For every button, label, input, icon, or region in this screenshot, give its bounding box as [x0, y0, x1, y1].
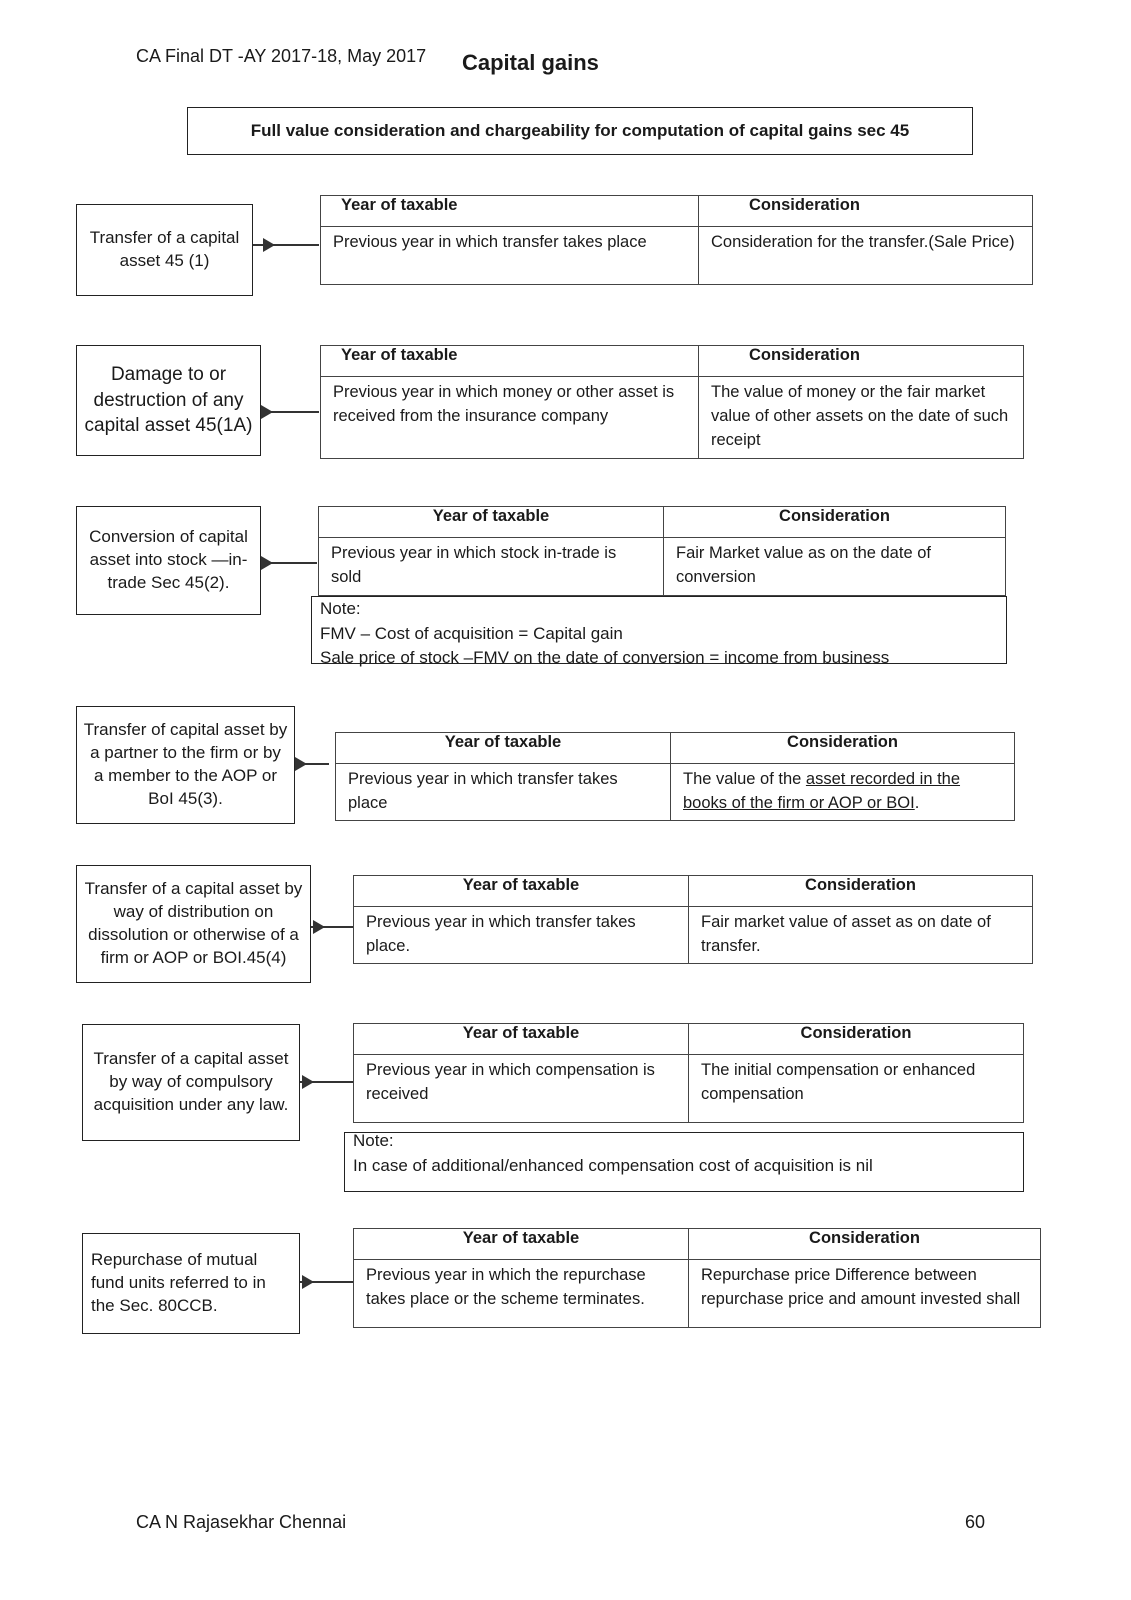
section-4-label: Transfer of capital asset by a partner to the firm or by a member to the AOP or BoI 45(3). — [83, 720, 288, 808]
note-title: Note: — [353, 1131, 394, 1150]
header-year: Year of taxable — [354, 876, 689, 907]
note-line: Sale price of stock –FMV on the date of conversion = income from business — [320, 648, 890, 668]
header-year: Year of taxable — [336, 733, 671, 764]
section-4-table — [335, 732, 1015, 821]
section-3-note — [311, 596, 1007, 668]
note-line: FMV – Cost of acquisition = Capital gain — [320, 623, 623, 643]
arrow-connector-2 — [261, 411, 319, 413]
year-cell: Previous year in which stock in-trade is sold — [319, 538, 664, 596]
header-consideration: Consideration — [689, 1024, 1024, 1055]
footer-author: CA N Rajasekhar Chennai — [136, 1512, 347, 1532]
section-2-label-box — [76, 345, 261, 456]
section-3-label-box — [76, 506, 261, 615]
section-7-label: Repurchase of mutual fund units referred to in the Sec. 80CCB. — [91, 1250, 266, 1315]
consideration-cell: The initial compensation or enhanced compensation — [689, 1055, 1024, 1123]
year-cell: Previous year in which the repurchase takes place or the scheme terminates. — [354, 1260, 689, 1328]
section-1-label: Transfer of a capital asset 45 (1) — [89, 228, 240, 270]
header-year: Year of taxable — [354, 1229, 689, 1260]
arrow-connector-3 — [261, 562, 317, 564]
consideration-cell: The value of money or the fair market value of other assets on the date of such receipt — [699, 377, 1024, 459]
arrow-right-icon — [261, 405, 273, 419]
header-consideration: Consideration — [689, 876, 1033, 907]
arrow-right-icon — [313, 920, 325, 934]
section-banner — [187, 107, 973, 155]
arrow-connector-4 — [295, 763, 329, 765]
consideration-cell: Consideration for the transfer.(Sale Price) — [699, 227, 1033, 285]
arrow-connector-6 — [300, 1081, 353, 1083]
section-1-table — [320, 195, 1033, 285]
section-3-label: Conversion of capital asset into stock —in-trade Sec 45(2). — [89, 527, 248, 592]
note-line: In case of additional/enhanced compensation cost of acquisition is nil — [353, 1155, 873, 1175]
header-consideration: Consideration — [699, 346, 1024, 377]
page-title: Capital gains — [462, 50, 599, 75]
section-6-table — [353, 1023, 1024, 1123]
consideration-cell: Fair market value of asset as on date of transfer. — [689, 907, 1033, 964]
consideration-cell: Fair Market value as on the date of conversion — [664, 538, 1006, 596]
arrow-connector-5 — [311, 926, 353, 928]
section-6-label: Transfer of a capital asset by way of compulsory acquisition under any law. — [93, 1049, 289, 1114]
section-1-label-box — [76, 204, 253, 296]
section-7-table — [353, 1228, 1041, 1328]
consideration-prefix: The value of the — [683, 770, 806, 788]
note-title: Note: — [320, 599, 361, 618]
arrow-right-icon — [263, 238, 275, 252]
arrow-right-icon — [261, 556, 273, 570]
section-6-note — [344, 1132, 1024, 1192]
header-year: Year of taxable — [354, 1024, 689, 1055]
year-cell: Previous year in which transfer takes place. — [354, 907, 689, 964]
year-cell: Previous year in which money or other asset is received from the insurance company — [321, 377, 699, 459]
section-5-label: Transfer of a capital asset by way of distribution on dissolution or otherwise of a firm or AOP or BOI.45(4) — [84, 879, 303, 967]
header-consideration: Consideration — [671, 733, 1015, 764]
consideration-suffix: . — [914, 793, 920, 812]
section-2-table — [320, 345, 1024, 459]
arrow-connector-1 — [253, 244, 319, 246]
section-5-table — [353, 875, 1033, 964]
header-year: Year of taxable — [321, 346, 699, 377]
arrow-right-icon — [295, 757, 307, 771]
section-2-label: Damage to or destruction of any capital asset 45(1A) — [84, 364, 253, 437]
year-cell: Previous year in which transfer takes place — [321, 227, 699, 285]
header-year: Year of taxable — [319, 507, 664, 538]
header-consideration: Consideration — [689, 1229, 1041, 1260]
course-header: CA Final DT -AY 2017-18, May 2017 — [136, 46, 427, 66]
header-consideration: Consideration — [664, 507, 1006, 538]
banner-text: Full value consideration and chargeability for computation of capital gains sec 45 — [250, 121, 910, 140]
consideration-underlined: asset recorded in the books of the firm or AOP or BOI — [683, 770, 961, 812]
consideration-cell — [671, 764, 1015, 821]
page-number: 60 — [965, 1512, 986, 1532]
consideration-cell: Repurchase price Difference between repurchase price and amount invested shall — [689, 1260, 1041, 1328]
year-cell: Previous year in which transfer takes place — [336, 764, 671, 821]
header-consideration: Consideration — [699, 196, 1033, 227]
section-7-label-box — [82, 1233, 300, 1334]
section-4-label-box — [76, 706, 295, 824]
header-year: Year of taxable — [321, 196, 699, 227]
arrow-right-icon — [302, 1075, 314, 1089]
section-5-label-box — [76, 865, 311, 983]
arrow-connector-7 — [300, 1281, 353, 1283]
arrow-right-icon — [302, 1275, 314, 1289]
section-3-table — [318, 506, 1006, 596]
year-cell: Previous year in which compensation is received — [354, 1055, 689, 1123]
section-6-label-box — [82, 1024, 300, 1141]
